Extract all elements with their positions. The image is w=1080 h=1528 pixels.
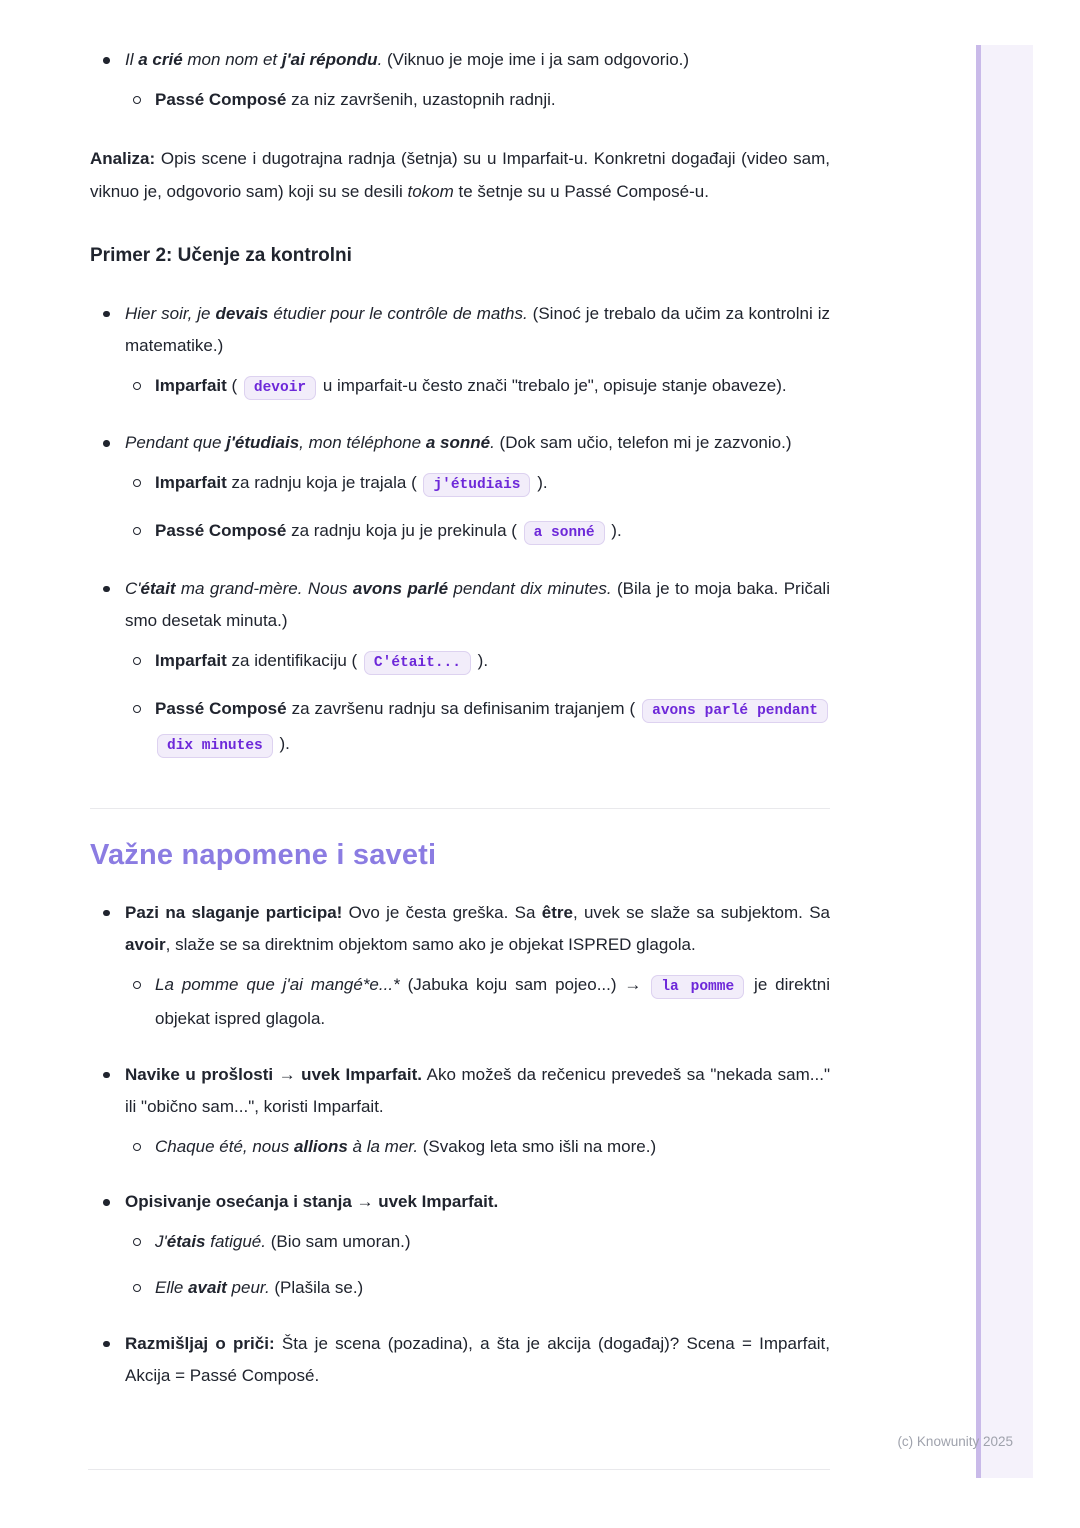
list-item [90,1186,830,1219]
code-badge: devoir [244,376,316,400]
text-segment: ). [274,733,290,753]
circle-bullet-icon [133,1238,141,1246]
text-segment: j'étudiais [226,433,300,452]
text-segment: ). [532,472,548,492]
list-item [90,1059,830,1124]
text-segment: Imparfait [155,375,227,395]
side-panel-border [976,45,981,1478]
text-segment: La pomme que j'ai mangé*e...* [155,974,400,994]
code-badge: C'était... [364,651,471,675]
list-item [90,1328,830,1393]
paragraph [90,143,830,208]
list-item [90,1131,830,1164]
text-segment: a sonné [425,433,491,452]
text-segment: (Bio sam umoran.) [266,1231,411,1251]
text-segment: avons parlé [352,578,449,598]
text-segment: pendant dix minutes. [448,578,612,598]
text-segment: Analiza: [90,149,156,168]
bullet-icon [103,311,110,318]
text-segment: (Svakog leta smo išli na more.) [418,1136,657,1156]
bullet-icon [103,1341,110,1348]
text-segment: était [140,578,176,598]
text-segment: , mon téléphone [299,433,426,452]
document-content [90,42,830,1393]
text-segment: Hier soir, je [125,303,216,323]
text-segment: Chaque été, nous [155,1136,294,1156]
circle-bullet-icon [133,981,141,989]
list-item [90,467,830,502]
side-panel [976,45,1033,1478]
text-segment: devais [215,303,269,323]
text-segment: za završenu radnju sa definisanim trajanjem ( [286,699,641,718]
text-segment: ma grand-mère. Nous [175,578,353,598]
bullet-icon [103,1072,110,1079]
list-item [90,298,830,363]
list-item [90,897,830,962]
text-segment: Imparfait [155,650,227,670]
text-segment: za radnju koja je trajala ( [226,472,422,492]
circle-bullet-icon [133,1284,141,1292]
bottom-divider [88,1469,830,1470]
list-item [90,427,830,460]
text-segment: fatigué. [205,1231,266,1251]
text-segment: J' [155,1231,167,1251]
circle-bullet-icon [133,479,141,487]
bullet-icon [103,57,110,64]
code-badge: la pomme [651,975,744,999]
code-badge: j'étudiais [423,473,530,497]
bullet-icon [103,440,110,447]
text-segment: mon nom et [182,50,282,69]
list-item [90,573,830,638]
bullet-icon [103,910,110,917]
circle-bullet-icon [133,657,141,665]
text-segment: , uvek se slaže sa subjektom. Sa [572,902,831,922]
text-segment: (Sinoć je trebalo da učim za kontrolni iz matematike.) [125,303,830,355]
text-segment: Ako možeš da rečenicu prevedeš sa "nekada sam..." ili "obično sam...", koristi Imparfait. [125,1064,830,1116]
list-item [90,44,830,77]
text-segment: Šta je scena (pozadina), a šta je akcija (događaj)? Scena = Imparfait, Akcija = Passé Composé. [125,1333,831,1385]
list-item [90,1226,830,1259]
text-segment: (Jabuka koju sam pojeo...) → [399,974,650,994]
text-segment: tokom [407,181,454,201]
text-segment: Elle [155,1278,189,1297]
text-segment: te šetnje su u Passé Composé-u. [453,181,709,201]
text-segment: , slaže se sa direktnim objektom samo ako je objekat ISPRED glagola. [165,935,696,954]
circle-bullet-icon [133,382,141,390]
text-segment: être [541,902,573,922]
text-segment: Ovo je česta greška. Sa [342,902,542,922]
list-item [90,1272,830,1305]
list-item [90,84,830,117]
text-segment: za identifikaciju ( [226,650,362,670]
text-segment: (Plašila se.) [269,1278,364,1297]
text-segment: j'ai répondu [281,50,378,69]
text-segment: a crié [138,50,183,69]
circle-bullet-icon [133,527,141,535]
text-segment: étais [166,1231,206,1251]
text-segment: avoir [125,935,166,954]
list-item [90,370,830,405]
text-segment: u imparfait-u često znači "trebalo je", opisuje stanje obaveze). [318,375,787,395]
code-badge: avons parlé pendant dix minutes [157,699,828,758]
text-segment: Pendant que [125,433,227,452]
text-segment: à la mer. [347,1136,419,1156]
list-item [90,693,830,762]
text-segment: étudier pour le contrôle de maths. [268,303,528,323]
text-segment: avait [188,1278,227,1297]
section-heading: Važne napomene i saveti [90,839,437,871]
list-item [90,645,830,680]
code-badge: a sonné [524,521,605,545]
text-segment: . [377,50,383,69]
text-segment: za niz završenih, uzastopnih radnji. [286,89,556,109]
text-segment: Imparfait [155,472,227,492]
text-segment: Navike u prošlosti → uvek Imparfait. [125,1064,422,1084]
text-segment: Passé Composé [155,699,287,718]
section-divider [90,808,830,809]
text-segment: Opisivanje osećanja i stanja → uvek Imparfait. [125,1192,499,1211]
text-segment: ). [606,521,622,540]
text-segment: je direktni objekat ispred glagola. [155,974,830,1028]
text-segment: za radnju koja ju je prekinula ( [286,521,522,540]
text-segment: ( [226,375,242,395]
text-segment: allions [293,1136,348,1156]
text-segment: C' [125,578,141,598]
text-segment: peur. [226,1278,270,1297]
list-item [90,969,830,1036]
text-segment: Pazi na slaganje participa! [125,902,343,922]
text-segment: ). [472,650,489,670]
text-segment: (Viknuo je moje ime i ja sam odgovorio.) [382,50,690,69]
text-segment: Razmišljaj o priči: [125,1333,275,1353]
circle-bullet-icon [133,705,141,713]
circle-bullet-icon [133,1143,141,1151]
circle-bullet-icon [133,96,141,104]
text-segment: (Dok sam učio, telefon mi je zazvonio.) [494,433,792,452]
text-segment: . [490,433,495,452]
copyright-notice: (c) Knowunity 2025 [897,1434,1013,1449]
list-item [90,515,830,550]
text-segment: Il [125,50,139,69]
bullet-icon [103,1199,110,1206]
text-segment: Passé Composé [155,89,287,109]
text-segment: (Bila je to moja baka. Pričali smo desetak minuta.) [125,578,830,630]
text-segment: Passé Composé [155,521,287,540]
text-segment: Opis scene i dugotrajna radnja (šetnja) su u Imparfait-u. Konkretni događaji (video sam, viknuo je, odgovorio sam) koji su se desili [90,149,830,201]
subsection-heading: Primer 2: Učenje za kontrolni [90,245,352,266]
bullet-icon [103,586,110,593]
